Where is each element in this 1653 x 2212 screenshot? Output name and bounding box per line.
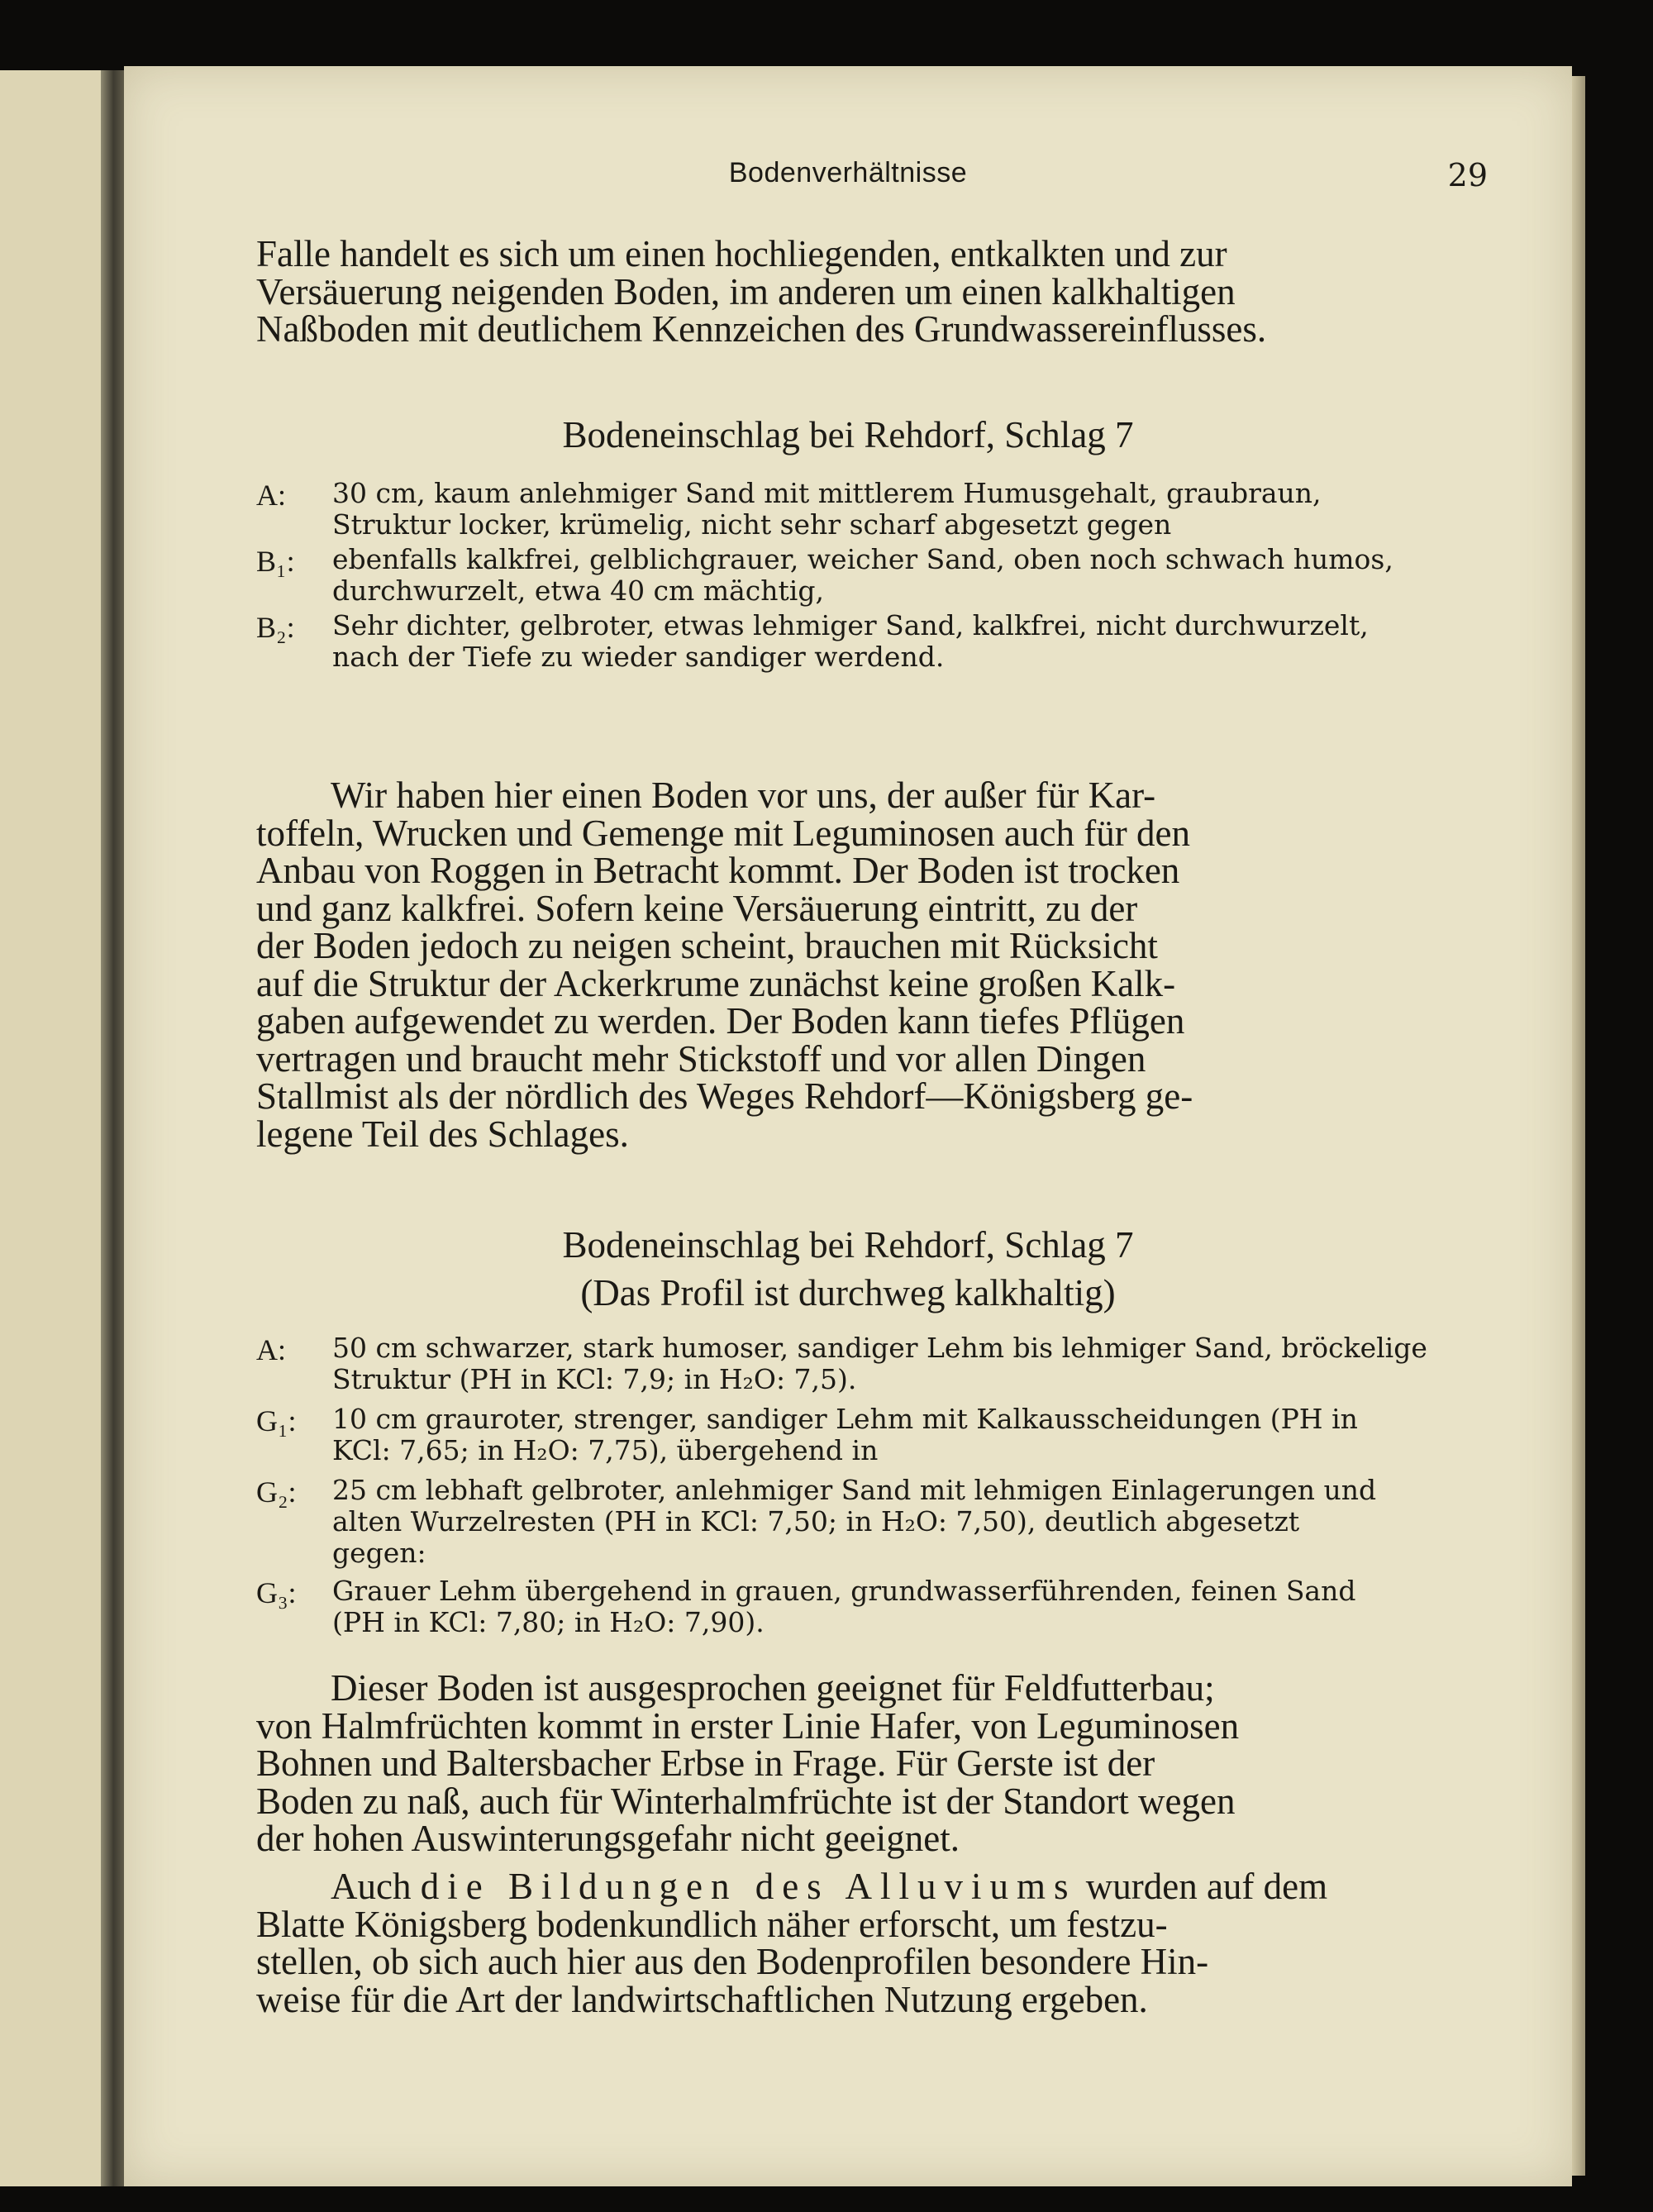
- running-title: Bodenverhältnisse: [728, 157, 968, 188]
- text-line: toffeln, Wrucken und Gemenge mit Leguminosen auch für den: [256, 812, 1190, 854]
- text-line: Naßboden mit deutlichem Kennzeichen des Grundwassereinflusses.: [256, 308, 1267, 350]
- horizon-description: [332, 1332, 1484, 1395]
- horizon-label: B₂:: [256, 611, 295, 644]
- desc-line: nach der Tiefe zu wieder sandiger werdend.: [332, 641, 945, 673]
- desc-line: Grauer Lehm übergehend in grauen, grundwasserführenden, feinen Sand: [332, 1575, 1356, 1607]
- desc-line: (PH in KCl: 7,80; in H₂O: 7,90).: [332, 1606, 765, 1638]
- text-line: stellen, ob sich auch hier aus den Bodenprofilen besondere Hin-: [256, 1941, 1209, 1982]
- horizon-label: B₁:: [256, 545, 295, 578]
- book-page: [124, 66, 1572, 2186]
- profile-row: [256, 544, 1484, 610]
- desc-line: 25 cm lebhaft gelbroter, anlehmiger Sand mit lehmigen Einlagerungen und: [332, 1474, 1377, 1506]
- horizon-label: A:: [256, 1333, 286, 1366]
- text-run: Auch: [331, 1866, 412, 1907]
- desc-line: Struktur (PH in KCl: 7,9; in H₂O: 7,5).: [332, 1363, 857, 1395]
- text-line: der hohen Auswinterungsgefahr nicht geeignet.: [256, 1818, 960, 1859]
- spaced-emphasis: die Bildungen des Alluviums: [420, 1866, 1077, 1907]
- text-line: Boden zu naß, auch für Winterhalmfrüchte ist der Standort wegen: [256, 1780, 1236, 1822]
- text-line: Bohnen und Baltersbacher Erbse in Frage. Für Gerste ist der: [256, 1742, 1155, 1784]
- profile-2-title: Bodeneinschlag bei Rehdorf, Schlag 7: [562, 1224, 1134, 1266]
- paragraph-3: [256, 1667, 1484, 1859]
- text-line: von Halmfrüchten kommt in erster Linie Hafer, von Leguminosen: [256, 1704, 1240, 1747]
- text-line: gaben aufgewendet zu werden. Der Boden kann tiefes Pflügen: [256, 1000, 1185, 1042]
- profile-row: [256, 1332, 1484, 1404]
- text-line: weise für die Art der landwirtschaftlichen Nutzung ergeben.: [256, 1978, 1148, 2020]
- text-line: [256, 1868, 1484, 1906]
- page-number: 29: [1447, 157, 1488, 193]
- text-line: Anbau von Roggen in Betracht kommt. Der Boden ist trocken: [256, 850, 1180, 891]
- text-line: Dieser Boden ist ausgesprochen geeignet für Feldfutterbau;: [331, 1667, 1215, 1709]
- horizon-label: G₂:: [256, 1475, 297, 1509]
- desc-line: gegen:: [332, 1537, 426, 1569]
- text-line: vertragen und braucht mehr Stickstoff und vor allen Dingen: [256, 1037, 1146, 1080]
- page-edge: [1572, 76, 1585, 2176]
- profile-row: [256, 1475, 1484, 1576]
- profile-row: [256, 478, 1484, 544]
- profile-1-table: [256, 478, 1484, 676]
- paragraph-4: [256, 1868, 1484, 2019]
- horizon-label: A:: [256, 479, 286, 512]
- text-line: Versäuerung neigenden Boden, im anderen um einen kalkhaltigen: [256, 270, 1236, 312]
- profile-row: [256, 1576, 1484, 1642]
- text-line: auf die Struktur der Ackerkrume zunächst keine großen Kalk-: [256, 962, 1176, 1004]
- text-line: der Boden jedoch zu neigen scheint, brauchen mit Rücksicht: [256, 925, 1158, 966]
- desc-line: 30 cm, kaum anlehmiger Sand mit mittlerem Humusgehalt, graubraun,: [332, 477, 1322, 509]
- horizon-description: [332, 544, 1484, 607]
- paragraph-2: [256, 777, 1484, 1153]
- profile-1-title: Bodeneinschlag bei Rehdorf, Schlag 7: [562, 414, 1134, 455]
- horizon-description: [332, 1475, 1484, 1569]
- profile-2-table: [256, 1332, 1484, 1642]
- horizon-description: [332, 478, 1484, 541]
- desc-line: KCl: 7,65; in H₂O: 7,75), übergehend in: [332, 1434, 879, 1466]
- text-line: legene Teil des Schlages.: [256, 1113, 629, 1155]
- text-line: und ganz kalkfrei. Sofern keine Versäuerung eintritt, zu der: [256, 887, 1138, 929]
- desc-line: 50 cm schwarzer, stark humoser, sandiger Lehm bis lehmiger Sand, bröckelige: [332, 1332, 1427, 1364]
- desc-line: Struktur locker, krümelig, nicht sehr scharf abgesetzt gegen: [332, 508, 1172, 541]
- horizon-description: [332, 1404, 1484, 1466]
- text-line: Falle handelt es sich um einen hochliegenden, entkalkten und zur: [256, 233, 1227, 274]
- text-line: Blatte Königsberg bodenkundlich näher erforscht, um festzu-: [256, 1903, 1168, 1945]
- desc-line: durchwurzelt, etwa 40 cm mächtig,: [332, 574, 824, 607]
- desc-line: ebenfalls kalkfrei, gelblichgrauer, weicher Sand, oben noch schwach humos,: [332, 543, 1393, 575]
- horizon-label: G₃:: [256, 1576, 297, 1609]
- horizon-description: [332, 610, 1484, 673]
- page-header: [124, 157, 1572, 198]
- horizon-description: [332, 1576, 1484, 1638]
- desc-line: Sehr dichter, gelbroter, etwas lehmiger Sand, kalkfrei, nicht durchwurzelt,: [332, 609, 1369, 641]
- desc-line: alten Wurzelresten (PH in KCl: 7,50; in H₂O: 7,50), deutlich abgesetzt: [332, 1505, 1300, 1537]
- text-run: wurden auf dem: [1085, 1866, 1328, 1907]
- paragraph-continuation: [256, 233, 1484, 350]
- horizon-label: G₁:: [256, 1404, 297, 1437]
- profile-2-subtitle: (Das Profil ist durchweg kalkhaltig): [580, 1272, 1116, 1313]
- profile-row: [256, 610, 1484, 676]
- text-line: Stallmist als der nördlich des Weges Rehdorf—Königsberg ge-: [256, 1075, 1193, 1117]
- desc-line: 10 cm grauroter, strenger, sandiger Lehm mit Kalkausscheidungen (PH in: [332, 1403, 1358, 1435]
- profile-row: [256, 1404, 1484, 1475]
- adjacent-page-strip: [0, 70, 112, 2186]
- text-line: Wir haben hier einen Boden vor uns, der außer für Kar-: [331, 775, 1156, 816]
